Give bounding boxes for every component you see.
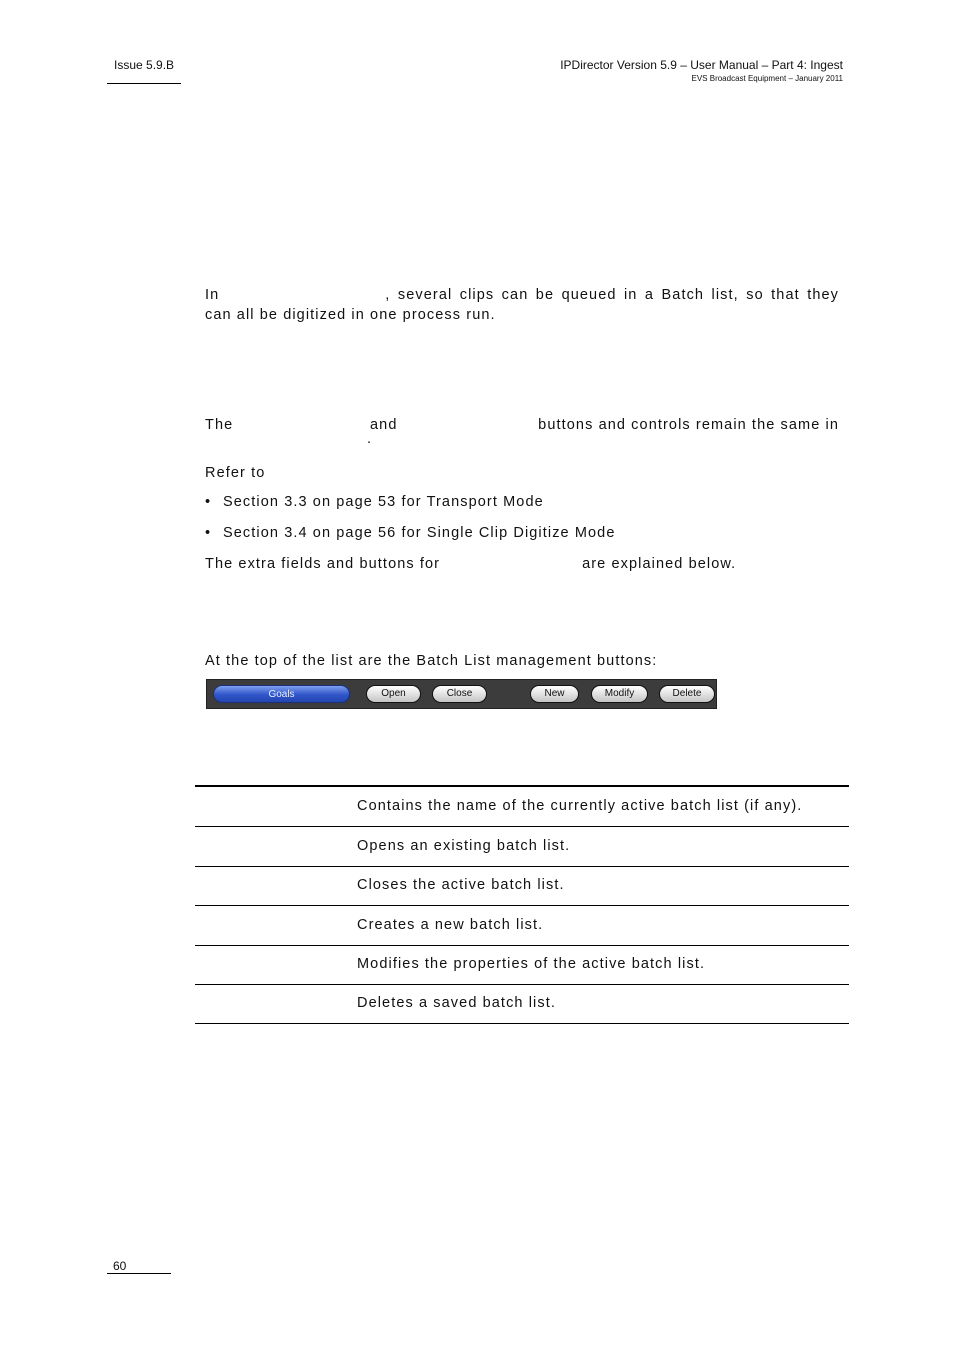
table-row <box>195 906 849 946</box>
extra-end: are explained below. <box>582 556 737 572</box>
controls-rest: buttons and controls remain the same in <box>538 417 839 433</box>
table-cell-description: Opens an existing batch list. <box>357 838 571 854</box>
table-row <box>195 866 849 906</box>
new-button[interactable]: New <box>530 685 579 703</box>
table-row <box>195 984 849 1024</box>
header-issue: Issue 5.9.B <box>114 58 175 72</box>
table-cell-description: Contains the name of the currently active batch list (if any). <box>357 798 803 814</box>
table-row <box>195 945 849 985</box>
extra-start: The extra fields and buttons for <box>205 556 441 572</box>
bullet-link-transport[interactable]: Section 3.3 on page 53 for Transport Mode <box>223 494 544 510</box>
refer-to: Refer to <box>205 465 266 481</box>
header-title: IPDirector Version 5.9 – User Manual – Part 4: Ingest <box>560 58 843 72</box>
open-button[interactable]: Open <box>366 685 421 703</box>
bullet-item <box>205 525 616 541</box>
controls-and: and <box>370 417 398 433</box>
table-row <box>195 787 849 827</box>
table-row <box>195 827 849 867</box>
table-cell-description: Deletes a saved batch list. <box>357 995 556 1011</box>
controls-paragraph <box>205 415 839 447</box>
header-subtitle: EVS Broadcast Equipment – January 2011 <box>691 74 843 83</box>
batch-list-toolbar <box>206 679 717 709</box>
page-number: 60 <box>113 1259 127 1273</box>
bullet-icon: • <box>205 494 212 510</box>
toolbar-intro: At the top of the list are the Batch List management buttons: <box>205 653 658 669</box>
bullet-link-single-clip[interactable]: Section 3.4 on page 56 for Single Clip Digitize Mode <box>223 525 616 541</box>
bullet-item <box>205 494 544 510</box>
controls-the: The <box>205 417 234 433</box>
footer-rule <box>107 1273 171 1274</box>
batch-list-name-field[interactable]: Goals <box>213 685 350 703</box>
extra-fields-paragraph <box>205 554 736 574</box>
modify-button[interactable]: Modify <box>591 685 648 703</box>
bullet-icon: • <box>205 525 212 541</box>
controls-end: . <box>367 431 373 447</box>
close-button[interactable]: Close <box>432 685 487 703</box>
table-cell-description: Modifies the properties of the active batch list. <box>357 956 706 972</box>
header-rule <box>107 83 181 84</box>
intro-rest: , several clips can be queued in a Batch list, so that they can all be digitized in one process run. <box>205 287 839 323</box>
table-cell-description: Closes the active batch list. <box>357 877 565 893</box>
intro-start: In <box>205 287 220 303</box>
table-cell-description: Creates a new batch list. <box>357 917 544 933</box>
delete-button[interactable]: Delete <box>659 685 715 703</box>
intro-paragraph <box>205 285 839 325</box>
